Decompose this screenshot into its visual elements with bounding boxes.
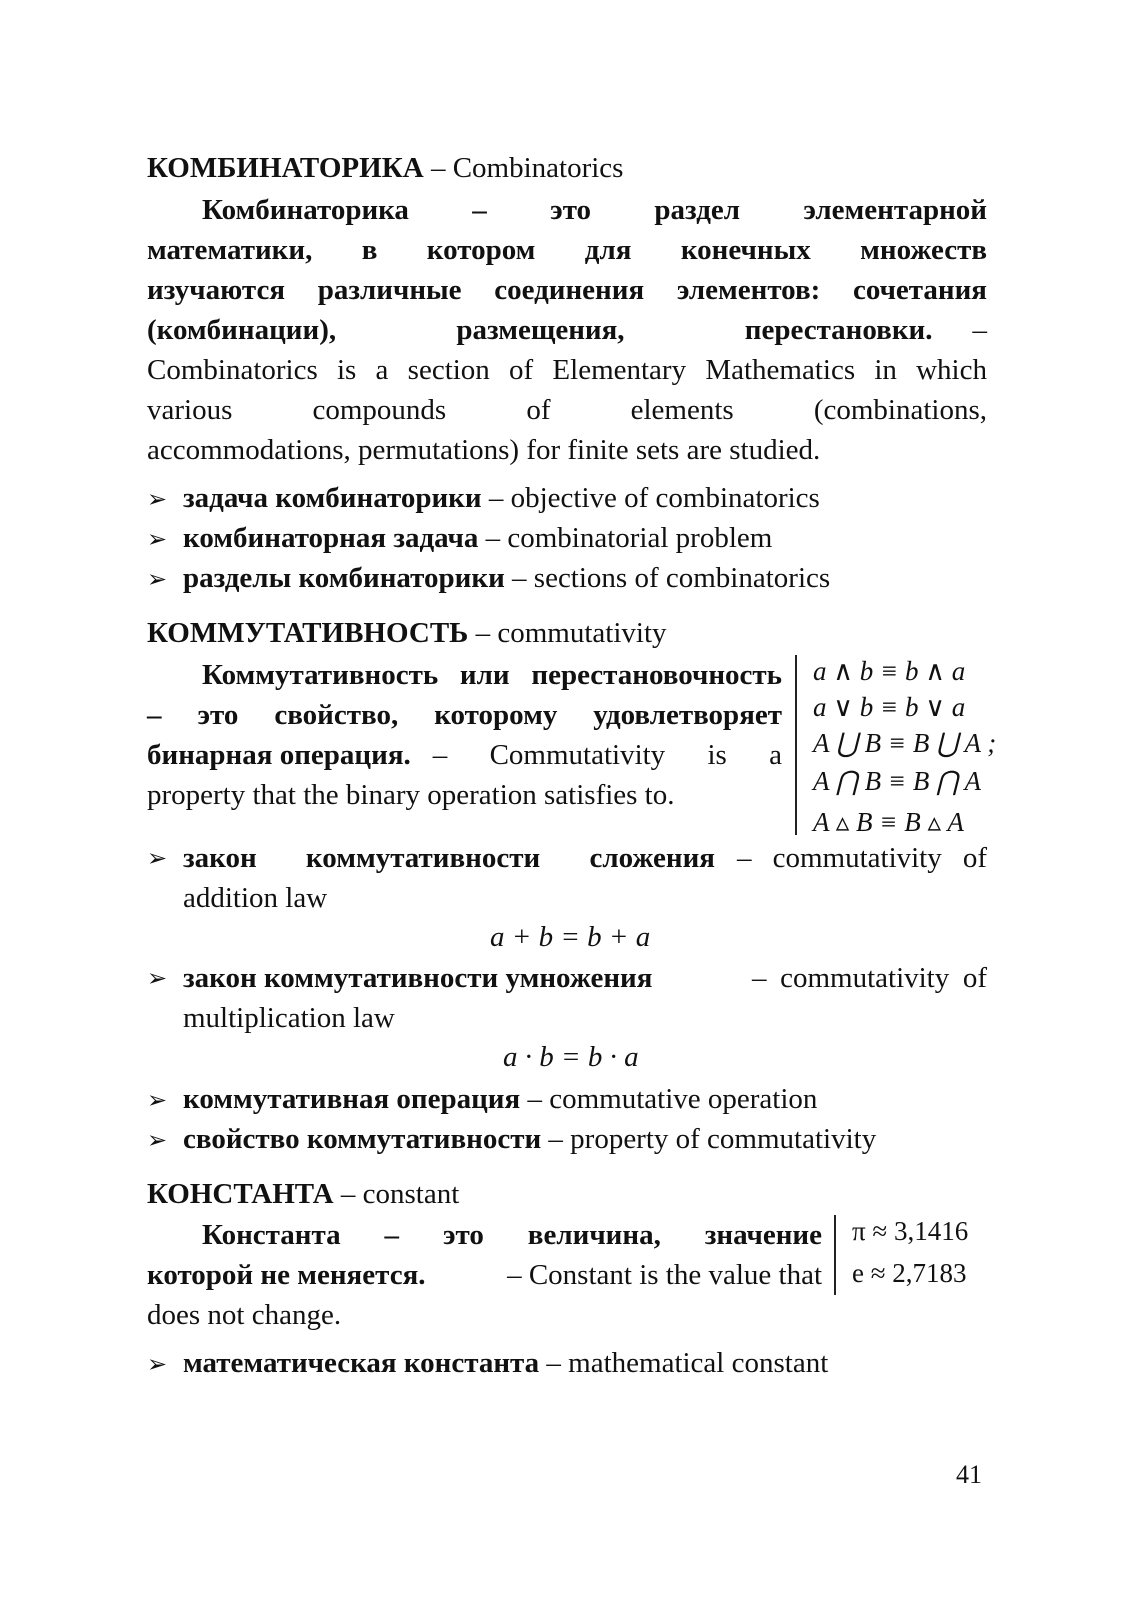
heading-constant — [147, 1174, 459, 1214]
definition-line: математики, в котором для конечных множеств — [147, 234, 987, 266]
term-item — [147, 958, 987, 998]
definition-line: Комбинаторика – это раздел элементарной — [202, 194, 987, 226]
term-item — [147, 1119, 987, 1160]
heading-en: – constant — [340, 1178, 460, 1210]
definition-line — [147, 310, 987, 350]
term-continuation: multiplication law — [183, 1002, 395, 1034]
term-ru: свойство коммутативности — [183, 1123, 542, 1155]
formula-divider — [795, 655, 797, 835]
definition-text: (комбинации), размещения, перестановки. — [147, 314, 933, 346]
term-en: – sections of combinatorics — [512, 562, 831, 594]
arrow-bullet-icon: ➢ — [147, 844, 168, 872]
arrow-bullet-icon: ➢ — [147, 964, 168, 992]
definition-line — [147, 735, 782, 775]
term-ru: закон коммутативности сложения — [183, 842, 715, 874]
term-en: – commutativity of — [752, 962, 987, 994]
term-ru: комбинаторная задача — [183, 522, 479, 554]
definition-en-line: Combinatorics is a section of Elementary Mathematics in which — [147, 354, 987, 386]
definition-text: которой не меняется. — [147, 1259, 426, 1291]
arrow-bullet-icon: ➢ — [147, 1126, 168, 1154]
definition-line: Константа – это величина, значение — [202, 1219, 822, 1251]
term-en: – combinatorial problem — [485, 522, 773, 554]
term-continuation: addition law — [183, 882, 328, 914]
arrow-bullet-icon: ➢ — [147, 565, 168, 593]
heading-ru: КОНСТАНТА — [147, 1178, 334, 1210]
definition-line — [147, 1255, 822, 1295]
term-item — [147, 838, 987, 878]
heading-en: – Combinatorics — [430, 152, 624, 184]
term-en: – objective of combinatorics — [488, 482, 820, 514]
term-item — [147, 1343, 987, 1384]
formula: a ∧ b ≡ b ∧ a — [813, 656, 966, 686]
term-item — [147, 518, 987, 559]
term-item — [147, 1079, 987, 1120]
arrow-bullet-icon: ➢ — [147, 1086, 168, 1114]
definition-en: – Commutativity is a — [432, 739, 782, 771]
term-ru: закон коммутативности умножения — [183, 962, 653, 994]
arrow-bullet-icon: ➢ — [147, 525, 168, 553]
definition-en-line: accommodations, permutations) for finite sets are studied. — [147, 434, 821, 466]
arrow-bullet-icon: ➢ — [147, 485, 168, 513]
term-ru: коммутативная операция — [183, 1083, 521, 1115]
definition-en-line: property that the binary operation satisfies to. — [147, 779, 675, 811]
definition-en-line: various compounds of elements (combinations, — [147, 394, 987, 426]
term-en: – property of commutativity — [548, 1123, 877, 1155]
heading-ru: КОММУТАТИВНОСТЬ — [147, 617, 469, 649]
arrow-bullet-icon: ➢ — [147, 1350, 168, 1378]
formula: a ∨ b ≡ b ∨ a — [813, 692, 966, 722]
formula-multiplication: a · b = b · a — [503, 1041, 639, 1073]
heading-commutativity — [147, 613, 667, 653]
formula-pi: π ≈ 3,1416 — [852, 1216, 969, 1246]
term-item — [147, 478, 987, 519]
term-ru: разделы комбинаторики — [183, 562, 505, 594]
page-number: 41 — [956, 1460, 982, 1489]
formula-divider — [834, 1215, 836, 1295]
heading-en: – commutativity — [475, 617, 667, 649]
definition-dash: – — [972, 314, 987, 346]
formula-addition: a + b = b + a — [490, 921, 651, 953]
definition-line: Коммутативность или перестановочность — [202, 659, 782, 691]
term-en: – commutative operation — [527, 1083, 818, 1115]
heading-combinatorics — [147, 148, 623, 188]
definition-text: бинарная операция. — [147, 739, 411, 771]
formula: A ▵ B ≡ B ▵ A — [813, 807, 964, 837]
term-ru: математическая константа — [183, 1347, 540, 1379]
definition-en-line: does not change. — [147, 1299, 342, 1331]
formula: A ⋃ B ≡ B ⋃ A ; — [813, 728, 997, 758]
term-en: – commutativity of — [737, 842, 987, 874]
definition-line: – это свойство, которому удовлетворяет — [147, 699, 782, 731]
definition-line: изучаются различные соединения элементов: сочетания — [147, 274, 987, 306]
heading-ru: КОМБИНАТОРИКА — [147, 152, 424, 184]
formula: A ⋂ B ≡ B ⋂ A — [813, 766, 982, 796]
term-ru: задача комбинаторики — [183, 482, 482, 514]
definition-en: – Constant is the value that — [507, 1259, 822, 1291]
formula-e: e ≈ 2,7183 — [852, 1258, 967, 1288]
term-item — [147, 558, 987, 599]
term-en: – mathematical constant — [546, 1347, 829, 1379]
